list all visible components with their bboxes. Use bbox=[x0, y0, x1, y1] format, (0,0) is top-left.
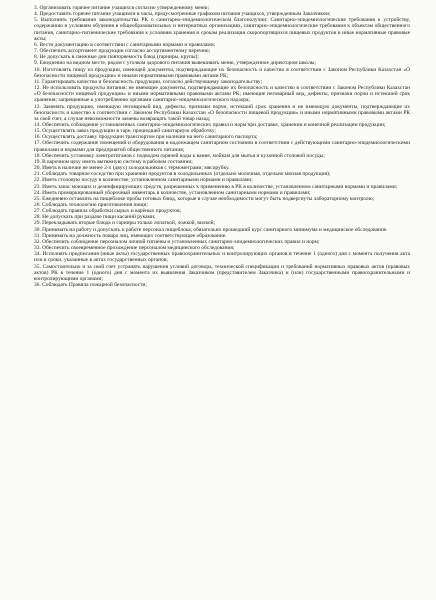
list-item: 15. Осуществлять завоз продукции в таре, прошедшей санитарную обработку; bbox=[34, 128, 216, 135]
list-item: 9. Ежедневно на видном месте, рядом с уголком здорового питания вывешивать меню, утвержденное директором школы; bbox=[34, 60, 316, 67]
list-item: 24. Иметь промаркированный уборочный инвентарь в количестве, установленном санитарными нормами и правилами; bbox=[34, 189, 311, 196]
list-item: 4. Предоставить горячее питание учащимся в часы, предусмотренные графиком питания учащихся, утвержденным Заказчиком; bbox=[34, 11, 331, 18]
list-item: 34. Исполнять предписания (иные акты) государственных правоохранительных и контролирующих органов в течение 1 (одного) дня с момента получения акта или в сроки, указанные в актах государственных органов; bbox=[34, 251, 410, 264]
list-item: 7. Обеспечить ассортимент продукции согласно ассортиментному перечню; bbox=[34, 48, 211, 55]
list-item: 6. Вести документацию в соответствии с санитарными нормами и правилами; bbox=[34, 41, 216, 48]
list-item: 28. Не допускать при раздаче пищи касаний руками; bbox=[34, 214, 156, 221]
list-item: 25. Ежедневно оставлять на пищеблоке пробы готовых блюд, которые в случае необходимости могут быть подвергнуты лабораторному контролю; bbox=[34, 195, 375, 202]
list-item: 36. Соблюдать Правила пожарной безопасности; bbox=[34, 282, 147, 289]
list-item: 23. Иметь запас моющих и дезинфицирующих средств, разрешенных к применению в РК в количестве, установленном санитарными нормами и правилами; bbox=[34, 183, 398, 190]
list-item: 8. Не допускать в смежные дни повторяемость блюд (гарниры, крупы); bbox=[34, 54, 199, 61]
list-item: 12. Не использовать продукты питания: не имеющие документы, подтверждающие их безопасность и качество в соответствии с Законом Республики Казахстан «О безопасности пищевой продукции» и иными нормативными правовыми актами РК; имеющие неговарный вид, дефекты, признаки порчи и истекший срок хранения; запрещенные к употреблению органами санитарно-эпидемиологического надзора; bbox=[34, 85, 410, 104]
list-item: 35. Самостоятельно и за свой счет устранять нарушения условий договора, технической спецификации и требований нормативных правовых актов (правовых актов) РК в течение 1 (одного) дня с момента их выявления Заказчиком (представителем Заказчика) и (или) государственными правоохранительными и контролирующими органами; bbox=[34, 263, 410, 282]
list-item: 33. Обеспечить своевременное прохождение персоналом медицинского обследования; bbox=[34, 245, 235, 252]
list-item: 11. Гарантировать качество и безопасность продукции, согласно действующему законодательству; bbox=[34, 78, 262, 85]
list-item: 29. Перекладывать вторые блюда и гарниры только лопаткой, ложкой, вилкой; bbox=[34, 220, 216, 227]
list-item: 18. Обеспечить установку электротитанов с подводом горячей воды к ванне, мойкам для мытья и кухонной столовой посуды; bbox=[34, 152, 325, 159]
list-item: 22. Иметь столовую посуду в количестве, установленном санитарными нормами и правилами; bbox=[34, 177, 253, 184]
list-item: 3. Организовать горячее питание учащихся согласно утвержденному меню; bbox=[34, 5, 209, 11]
list-item: 17. Обеспечить содержание помещений и оборудования в надлежащем санитарном состоянии в соответствии с действующими санитарно-эпидемиологическими правилами и нормами для предприятий общественного питания; bbox=[34, 140, 410, 153]
list-item: 13. Заменять продукцию, имеющую неговарный вид, дефекты, признаки порчи, истекший срок хранения и не имеющую документы, подтверждающие их безопасность и качество в соответствии с Законом Республики Казахстан «О безопасности пищевой продукции» и иными нормативными правовыми актами РК за свой счет, а случае невозможности замены возвращать такой товар назад; bbox=[34, 103, 410, 122]
list-item: 5. Выполнять требования законодательства РК о санитарно-эпидемиологическом благополучии: Санитарно-эпидемиологические требования к устройству, содержанию и условиям обучения в общеобразовательных и интернатных организациях, санитарно-эпидемиологические требования к объектам общественного питания, санитарно-гигиенические требования к условиям хранения и срокам реализации скоропортящихся пищевых продуктов и иные нормативные правовые акты; bbox=[34, 17, 410, 42]
list-item: 10. Изготовлять пищу из продукции, имеющей документы, подтверждающие их безопасность и качество в соответствии с Законом Республики Казахстан «О безопасности пищевой продукции» и иными нормативными правовыми актами РК; bbox=[34, 66, 410, 79]
list-item: 26. Соблюдать технологию приготовления пищи; bbox=[34, 202, 148, 208]
list-item: 32. Обеспечить соблюдение персоналом личной гигиены и установленных санитарно-эпидемиологических правил и норм; bbox=[34, 238, 320, 245]
list-item: 16. Осуществлять доставку продукции транспортом при наличии на него санитарного паспорта; bbox=[34, 134, 258, 141]
list-item: 14. Обеспечить соблюдение установленных санитарно-эпидемиологических правил и норм при доставке, хранении и конечной реализации продукции; bbox=[34, 121, 386, 128]
list-item: 20. Иметь в наличие не менее 2-х (двух) холодильников с термометрами; мясорубку. bbox=[34, 165, 230, 172]
list-item: 30. Принимать на работу и допускать к работе персонал пищеблока, обязательно прошедший курс санитарного минимума и медицинское обследование. bbox=[34, 226, 388, 233]
list-item: 19. В варочном цеху иметь вытяжную систему в рабочем состоянии; bbox=[34, 158, 193, 165]
list-item: 21. Соблюдать товарное соседство при хранении продуктов в холодильниках (отдельно молочная, отдельно мясная продукция); bbox=[34, 171, 331, 178]
list-item: 31. Принимать на должность повара лиц, имеющих соответствующее образование. bbox=[34, 232, 227, 239]
list-item: 27. Соблюдать правила обработки сырых и варёных продуктов; bbox=[34, 208, 182, 215]
